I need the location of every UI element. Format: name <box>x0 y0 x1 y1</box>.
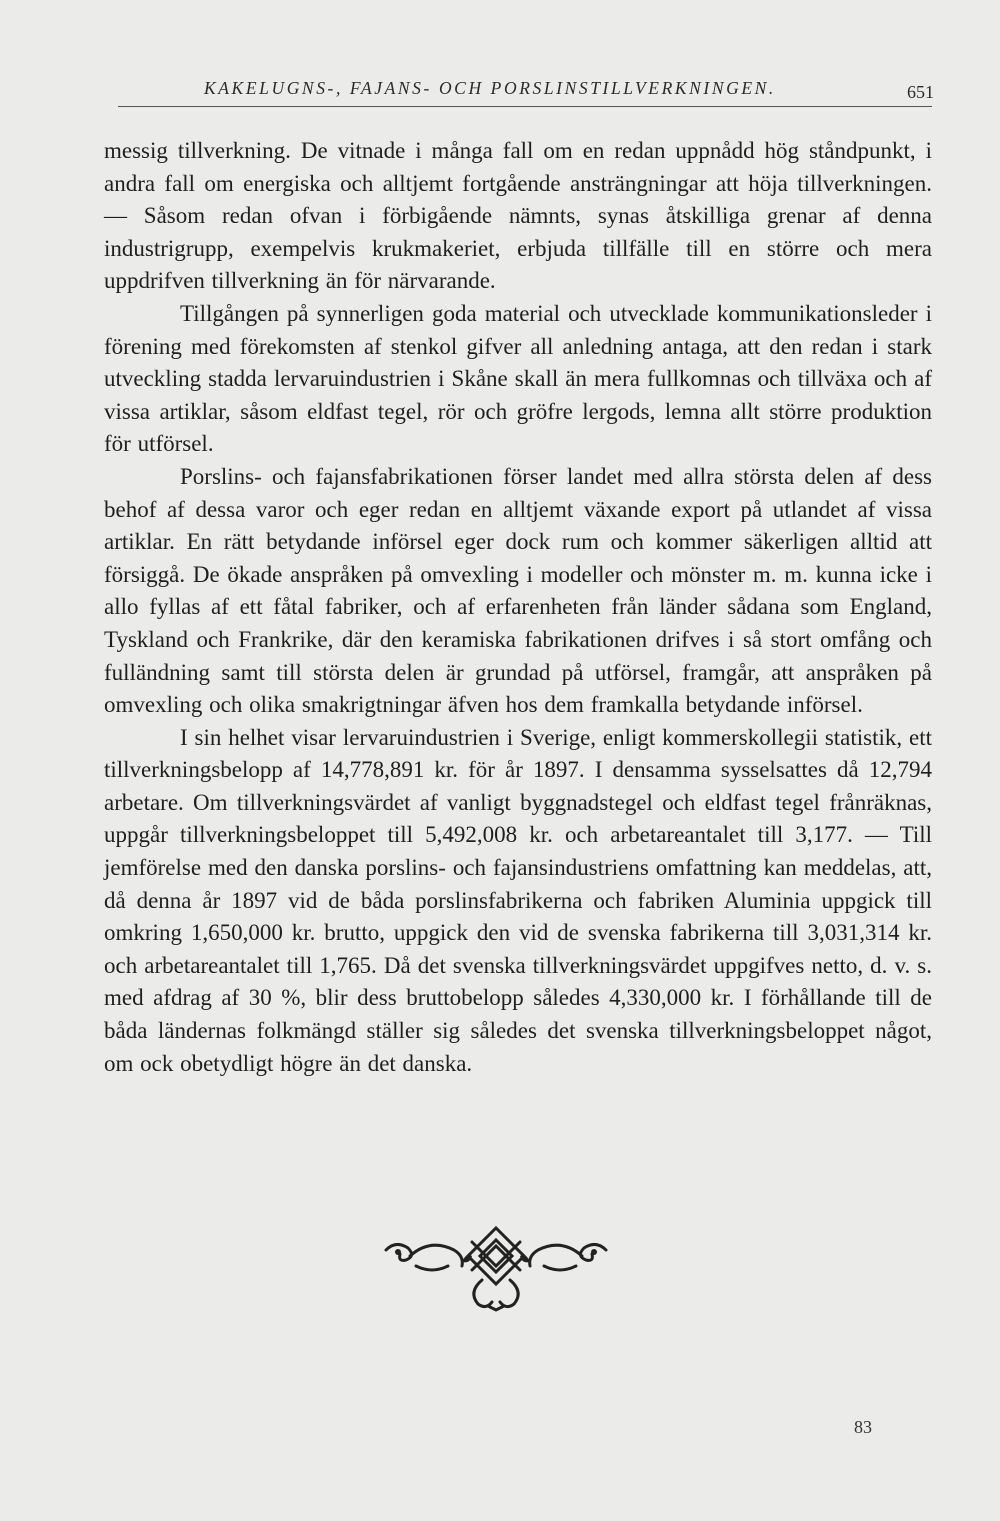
body-text <box>104 135 932 1080</box>
paragraph: Porslins- och fajansfabrikationen förser landet med allra största delen af dess behof af dessa varor och eger redan en alltjemt växande export på utlandet af vissa artiklar. En rätt betydande införsel eger dock rum och kommer säkerligen alltid att försiggå. De ökade anspråken på omvexling i modeller och mönster m. m. kunna icke i allo fyllas af ett fåtal fabriker, och af erfarenheten från länder sådana som England, Tyskland och Frankrike, där den keramiska fabrikationen drifves i så stort omfång och fulländning samt till största delen är grundad på utförsel, framgår, att anspråken på omvexling och olika smakrigtningar äfven hos dem framkalla betydande införsel. <box>104 463 932 718</box>
running-header <box>118 72 932 107</box>
page-number: 651 <box>907 82 934 102</box>
running-title: KAKELUGNS-, FAJANS- OCH PORSLINSTILLVERKNINGEN. <box>204 78 776 98</box>
paragraph: Tillgången på synnerligen goda material och utvecklade kommunikationsleder i förening med förekomsten af stenkol gifver all anledning antaga, att den redan i stark utveckling stadda lervaruindustrien i Skåne skall än mera fullkomnas och tillväxa och af vissa artiklar, såsom eldfast tegel, rör och gröfre lergods, lemna allt större produktion för utförsel. <box>104 300 932 457</box>
signature-mark: 83 <box>854 1417 872 1437</box>
paragraph: I sin helhet visar lervaruindustrien i Sverige, enligt kommerskollegii statistik, ett tillverkningsbelopp af 14,778,891 kr. för år 1897. I densamma sysselsattes då 12,794 arbetare. Om tillverkningsvärdet af vanligt byggnadstegel och eldfast tegel frånräknas, uppgår tillverkningsbeloppet till 5,492,008 kr. och arbetareantalet till 3,177. — Till jemförelse med den danska porslins- och fajansindustriens omfattning kan meddelas, att, då denna år 1897 vid de båda porslinsfabrikerna och fabriken Aluminia uppgick till omkring 1,650,000 kr. brutto, uppgick den vid de svenska fabrikerna till 3,031,314 kr. och arbetareantalet till 1,765. Då det svenska tillverkningsvärdet uppgifves netto, d. v. s. med afdrag af 30 %, blir dess bruttobelopp således 4,330,000 kr. I förhållande till de båda ländernas folkmängd ställer sig således det svenska tillverkningsbeloppet något, om ock obetydligt högre än det danska. <box>104 724 932 1076</box>
paragraph-continued: messig tillverkning. De vitnade i många fall om en redan uppnådd hög ståndpunkt, i andra fall om energiska och alltjemt fortgående ansträngningar att höja tillverkningen. — Såsom redan ofvan i förbigående nämnts, synas åtskilliga grenar af denna industrigrupp, exempelvis krukmakeriet, erbjuda tillfälle till en större och mera uppdrifven tillverkning än för närvarande. <box>104 138 932 294</box>
floral-knot-ornament-icon <box>376 1222 616 1312</box>
